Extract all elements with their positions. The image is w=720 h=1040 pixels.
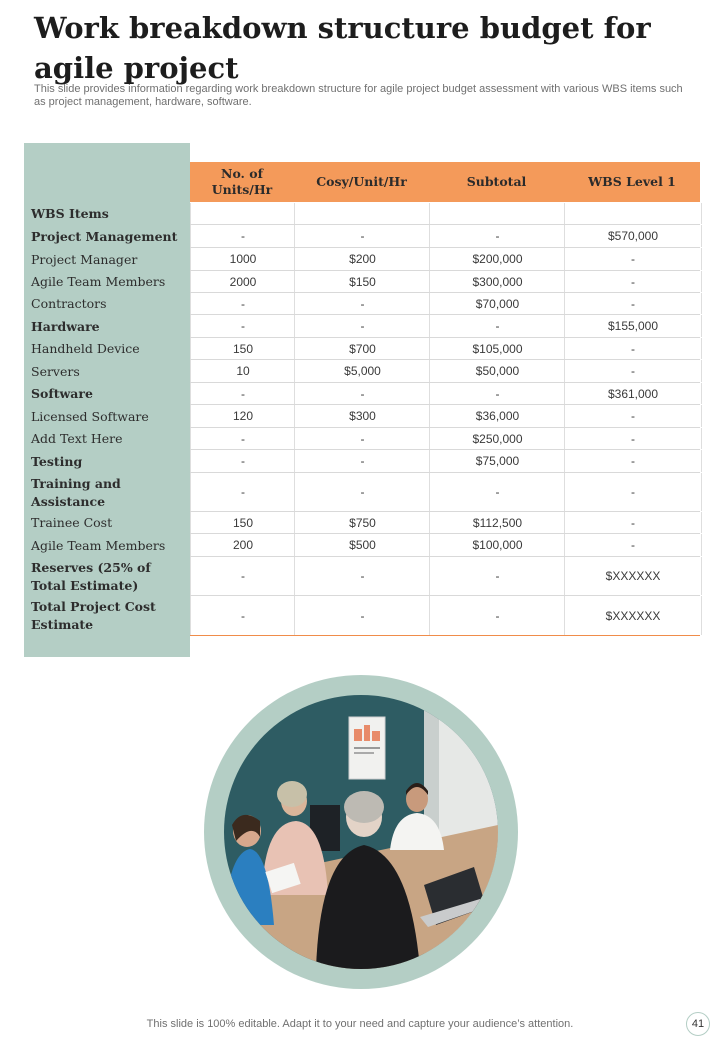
table-cell: 150 — [190, 512, 295, 533]
header-cost: Cosy/Unit/Hr — [316, 174, 407, 189]
table-row — [24, 293, 700, 315]
table-cell: - — [429, 315, 565, 337]
table-cell: - — [190, 557, 295, 595]
table-cell: 1000 — [190, 248, 295, 270]
table-cell — [294, 203, 430, 224]
table-cell: $112,500 — [429, 512, 565, 533]
table-cell: - — [429, 596, 565, 635]
table-cell: - — [294, 450, 430, 472]
table-cell: - — [294, 428, 430, 449]
table-cell: - — [564, 450, 702, 472]
table-row — [24, 271, 700, 293]
row-cells — [190, 450, 700, 473]
row-label: Reserves (25% of Total Estimate) — [31, 559, 151, 593]
table-cell: $105,000 — [429, 338, 565, 359]
table-cell — [190, 203, 295, 224]
header-units: No. of Units/Hr — [211, 166, 273, 197]
header-subtotal: Subtotal — [466, 174, 527, 189]
table-cell: $700 — [294, 338, 430, 359]
table-cell: - — [429, 473, 565, 511]
table-cell: 150 — [190, 338, 295, 359]
row-cells — [190, 248, 700, 271]
table-cell: - — [564, 360, 702, 382]
table-cell: - — [190, 315, 295, 337]
row-label: Add Text Here — [31, 431, 123, 446]
table-row — [24, 203, 700, 225]
row-label: Software — [31, 386, 93, 401]
table-row — [24, 428, 700, 450]
table-cell: $361,000 — [564, 383, 702, 404]
table-row — [24, 450, 700, 473]
table-cell: 2000 — [190, 271, 295, 292]
table-cell: $150 — [294, 271, 430, 292]
table-cell: $570,000 — [564, 225, 702, 247]
table-cell: $200,000 — [429, 248, 565, 270]
table-cell: 10 — [190, 360, 295, 382]
table-row — [24, 248, 700, 271]
table-cell: - — [564, 248, 702, 270]
row-label: WBS Items — [31, 206, 109, 221]
table-header — [190, 162, 700, 202]
table-row — [24, 225, 700, 248]
table-cell: $750 — [294, 512, 430, 533]
table-cell: - — [294, 225, 430, 247]
row-cells — [190, 225, 700, 248]
table-cell: - — [294, 596, 430, 635]
page-subtitle: This slide provides information regarding work breakdown structure for agile project budget assessment with various WBS items such as project management, hardware, software. — [34, 83, 683, 108]
row-label: Agile Team Members — [31, 274, 166, 289]
table-cell: - — [190, 428, 295, 449]
table-row — [24, 315, 700, 338]
row-label: Project Manager — [31, 251, 138, 267]
row-cells — [190, 315, 700, 338]
table-cell: $250,000 — [429, 428, 565, 449]
table-row — [24, 360, 700, 383]
row-label: Contractors — [31, 296, 107, 311]
row-cells — [190, 338, 700, 360]
header-wbs-level-1: WBS Level 1 — [588, 174, 676, 189]
table-cell: $5,000 — [294, 360, 430, 382]
row-cells — [190, 428, 700, 450]
table-cell: $500 — [294, 534, 430, 556]
row-cells — [190, 203, 700, 225]
table-cell: $200 — [294, 248, 430, 270]
row-label: Testing — [31, 453, 83, 469]
row-label: Agile Team Members — [31, 537, 166, 553]
row-cells — [190, 405, 700, 428]
table-cell: - — [190, 383, 295, 404]
row-cells — [190, 271, 700, 293]
row-cells — [190, 557, 700, 596]
table-cell: $70,000 — [429, 293, 565, 314]
table-cell: - — [190, 596, 295, 635]
table-cell: $36,000 — [429, 405, 565, 427]
row-label: Project Management — [31, 228, 178, 244]
table-cell: - — [294, 315, 430, 337]
table-cell: - — [294, 473, 430, 511]
table-cell: - — [190, 473, 295, 511]
table-row — [24, 383, 700, 405]
table-cell: 120 — [190, 405, 295, 427]
table-cell: $300 — [294, 405, 430, 427]
row-label: Training and Assistance — [31, 475, 121, 509]
table-cell: $XXXXXX — [564, 557, 702, 595]
row-label: Trainee Cost — [31, 515, 113, 530]
row-cells — [190, 534, 700, 557]
table-row — [24, 534, 700, 557]
table-cell: $XXXXXX — [564, 596, 702, 635]
table-cell: $300,000 — [429, 271, 565, 292]
table-cell: - — [190, 450, 295, 472]
row-cells — [190, 596, 700, 636]
row-label: Total Project Cost Estimate — [31, 599, 156, 632]
table-row — [24, 405, 700, 428]
row-label: Hardware — [31, 318, 100, 334]
table-cell: - — [564, 338, 702, 359]
table-cell: - — [564, 534, 702, 556]
row-cells — [190, 293, 700, 315]
team-meeting-photo — [224, 695, 498, 969]
table-cell: $75,000 — [429, 450, 565, 472]
table-cell — [564, 203, 702, 224]
table-cell: - — [429, 557, 565, 595]
table-cell: - — [294, 293, 430, 314]
table-cell: $50,000 — [429, 360, 565, 382]
table-cell: - — [294, 557, 430, 595]
table-cell: - — [564, 473, 702, 511]
table-cell: - — [564, 512, 702, 533]
row-cells — [190, 383, 700, 405]
table-row — [24, 473, 700, 512]
page-number: 41 — [686, 1012, 710, 1036]
table-cell: - — [564, 405, 702, 427]
table-row — [24, 557, 700, 596]
table-row — [24, 338, 700, 360]
row-cells — [190, 360, 700, 383]
table-cell: - — [190, 225, 295, 247]
table-cell: - — [564, 271, 702, 292]
row-label: Servers — [31, 363, 80, 379]
page-title: Work breakdown structure budget for agile project — [34, 11, 651, 85]
table-cell: - — [294, 383, 430, 404]
table-cell: - — [429, 383, 565, 404]
table-row — [24, 512, 700, 534]
table-cell: 200 — [190, 534, 295, 556]
footer-note: This slide is 100% editable. Adapt it to your need and capture your audience’s attention. — [146, 1018, 574, 1030]
table-cell: - — [564, 293, 702, 314]
table-cell: - — [429, 225, 565, 247]
table-row — [24, 596, 700, 636]
row-cells — [190, 512, 700, 534]
table-cell: - — [190, 293, 295, 314]
row-cells — [190, 473, 700, 512]
row-label: Handheld Device — [31, 341, 140, 356]
table-cell — [429, 203, 565, 224]
table-cell: $100,000 — [429, 534, 565, 556]
table-cell: - — [564, 428, 702, 449]
table-cell: $155,000 — [564, 315, 702, 337]
row-label: Licensed Software — [31, 408, 149, 424]
